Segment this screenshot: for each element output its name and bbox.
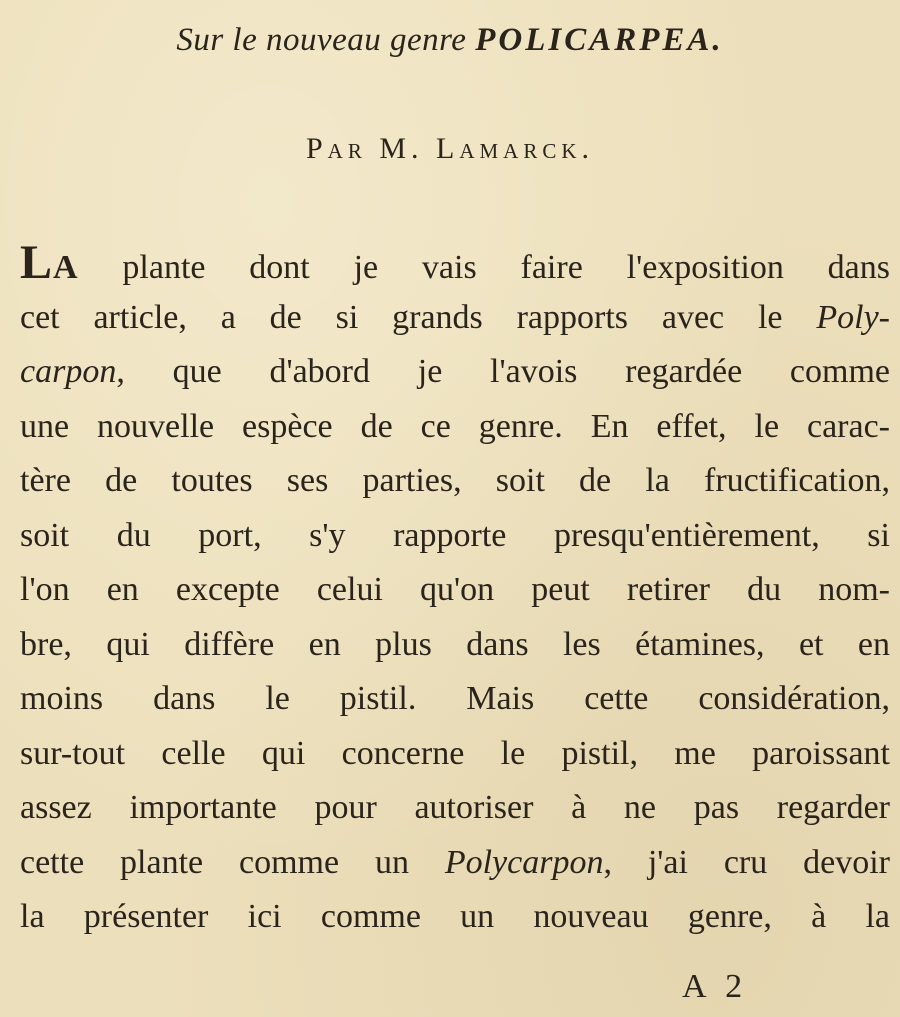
drop-cap: La xyxy=(20,236,79,289)
italic-genus-name: Poly- xyxy=(816,298,890,336)
text-line-10: sur-tout celle qui concerne le pistil, me paroissant xyxy=(20,734,890,772)
text-line-6: soit du port, s'y rapporte presqu'entièrement, si xyxy=(20,516,890,554)
text-line-4: une nouvelle espèce de ce genre. En effet, le carac- xyxy=(20,407,890,445)
line-text: plante dont je vais faire l'exposition dans xyxy=(78,249,890,286)
text-line-3 xyxy=(20,345,890,400)
text-line-1 xyxy=(20,236,890,291)
text-line-13: la présenter ici comme un nouveau genre, à la xyxy=(20,898,890,935)
text-line-8: bre, qui diffère en plus dans les étamines, et en xyxy=(20,625,890,663)
text-line-11: assez importante pour autoriser à ne pas regarder xyxy=(20,789,890,826)
text-line-2 xyxy=(20,291,890,346)
title-genus: POLICARPEA. xyxy=(475,22,724,58)
signature-mark: A 2 xyxy=(682,968,749,1005)
line-text: , que d'abord je l'avois regardée comme xyxy=(116,353,890,390)
line-text: , j'ai cru devoir xyxy=(603,843,890,881)
italic-genus-name: Polycarpon xyxy=(444,843,604,881)
article-title xyxy=(0,22,900,59)
text-line-12 xyxy=(20,836,890,891)
text-line-5: tère de toutes ses parties, soit de la fructification, xyxy=(20,462,890,499)
italic-genus-name: carpon xyxy=(20,353,117,390)
line-text: cette plante comme un xyxy=(20,843,445,881)
article-body xyxy=(20,236,890,945)
title-prefix: Sur le nouveau genre xyxy=(176,22,476,58)
author-line: Par M. Lamarck. xyxy=(305,132,595,165)
line-text: cet article, a de si grands rapports avec le xyxy=(20,298,817,336)
text-line-7: l'on en excepte celui qu'on peut retirer du nom- xyxy=(20,571,890,608)
text-line-9: moins dans le pistil. Mais cette considération, xyxy=(20,680,890,717)
